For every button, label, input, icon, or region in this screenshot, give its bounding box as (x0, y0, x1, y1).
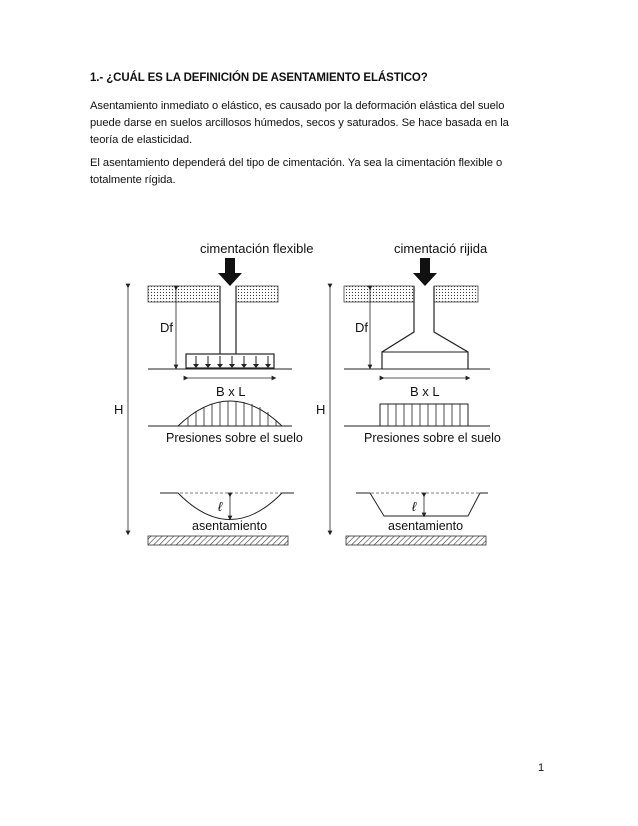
height-label: H (316, 402, 326, 417)
flexible-title: cimentación flexible (200, 241, 314, 256)
surface-layer (236, 286, 278, 302)
paragraph-definition: Asentamiento inmediato o elástico, es causado por la deformación elástica del suelo puede darse en suelos arcillosos húmedos, secos y saturados. Se hace basada en la teoría de elasticidad. (90, 100, 509, 146)
settlement-symbol: ℓ (218, 499, 223, 514)
surface-layer (344, 286, 414, 302)
bedrock-layer (346, 536, 486, 545)
pressure-label: Presiones sobre el suelo (364, 431, 501, 445)
base-label: B x L (410, 384, 440, 399)
load-arrow-icon (218, 258, 242, 286)
settlement-symbol: ℓ (412, 499, 417, 514)
depth-label: Df (355, 320, 368, 335)
height-label: H (114, 402, 124, 417)
rigid-title: cimentació rijida (394, 241, 488, 256)
flexible-footing (186, 354, 274, 368)
page-number: 1 (538, 762, 545, 774)
pressure-label: Presiones sobre el suelo (166, 431, 303, 445)
settlement-diagram (108, 228, 518, 558)
bedrock-layer (148, 536, 288, 545)
settlement-label: asentamiento (388, 519, 464, 533)
flexible-foundation-panel (114, 241, 313, 545)
depth-label: Df (160, 320, 173, 335)
surface-layer (434, 286, 478, 302)
surface-layer (148, 286, 220, 302)
paragraph-foundation-type: El asentamiento dependerá del tipo de cimentación. Ya sea la cimentación flexible o totalmente rígida. (90, 157, 503, 186)
settlement-label: asentamiento (192, 519, 268, 533)
section-heading: 1.- ¿CUÁL ES LA DEFINICIÓN DE ASENTAMIENTO ELÁSTICO? (90, 72, 428, 84)
load-arrow-icon (413, 258, 437, 286)
rigid-foundation-panel (316, 241, 501, 545)
base-label: B x L (216, 384, 246, 399)
